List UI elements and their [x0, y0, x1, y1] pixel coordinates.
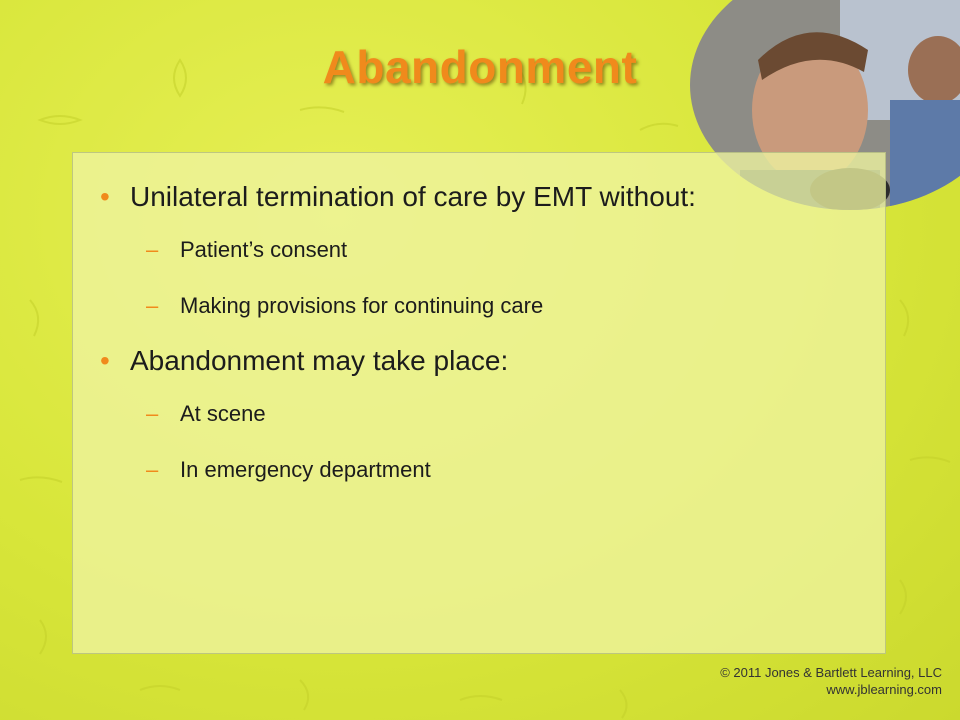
sub-bullet-text: Patient’s consent: [180, 237, 348, 262]
bullet-text: Abandonment may take place:: [130, 345, 509, 376]
dash-icon: –: [146, 401, 159, 426]
bullet-dot-icon: •: [100, 345, 110, 376]
sub-bullet-item: [146, 280, 760, 332]
website-line: www.jblearning.com: [826, 682, 942, 697]
bullet-dot-icon: •: [100, 181, 110, 212]
dash-icon: –: [146, 237, 159, 262]
sub-bullet-text: Making provisions for continuing care: [180, 293, 544, 318]
sub-bullet-text: At scene: [180, 401, 266, 426]
bullet-item: [100, 180, 760, 214]
bullet-list: [100, 180, 760, 500]
copyright-footer: [642, 664, 942, 698]
dash-icon: –: [146, 293, 159, 318]
copyright-line: © 2011 Jones & Bartlett Learning, LLC: [720, 665, 942, 680]
sub-bullet-text: In emergency department: [180, 457, 431, 482]
slide-title: Abandonment: [322, 41, 638, 93]
sub-bullet-item: [146, 388, 760, 440]
dash-icon: –: [146, 457, 159, 482]
bullet-text: Unilateral termination of care by EMT without:: [130, 181, 696, 212]
bullet-item: [100, 344, 760, 378]
sub-bullet-item: [146, 224, 760, 276]
sub-bullet-item: [146, 444, 760, 496]
